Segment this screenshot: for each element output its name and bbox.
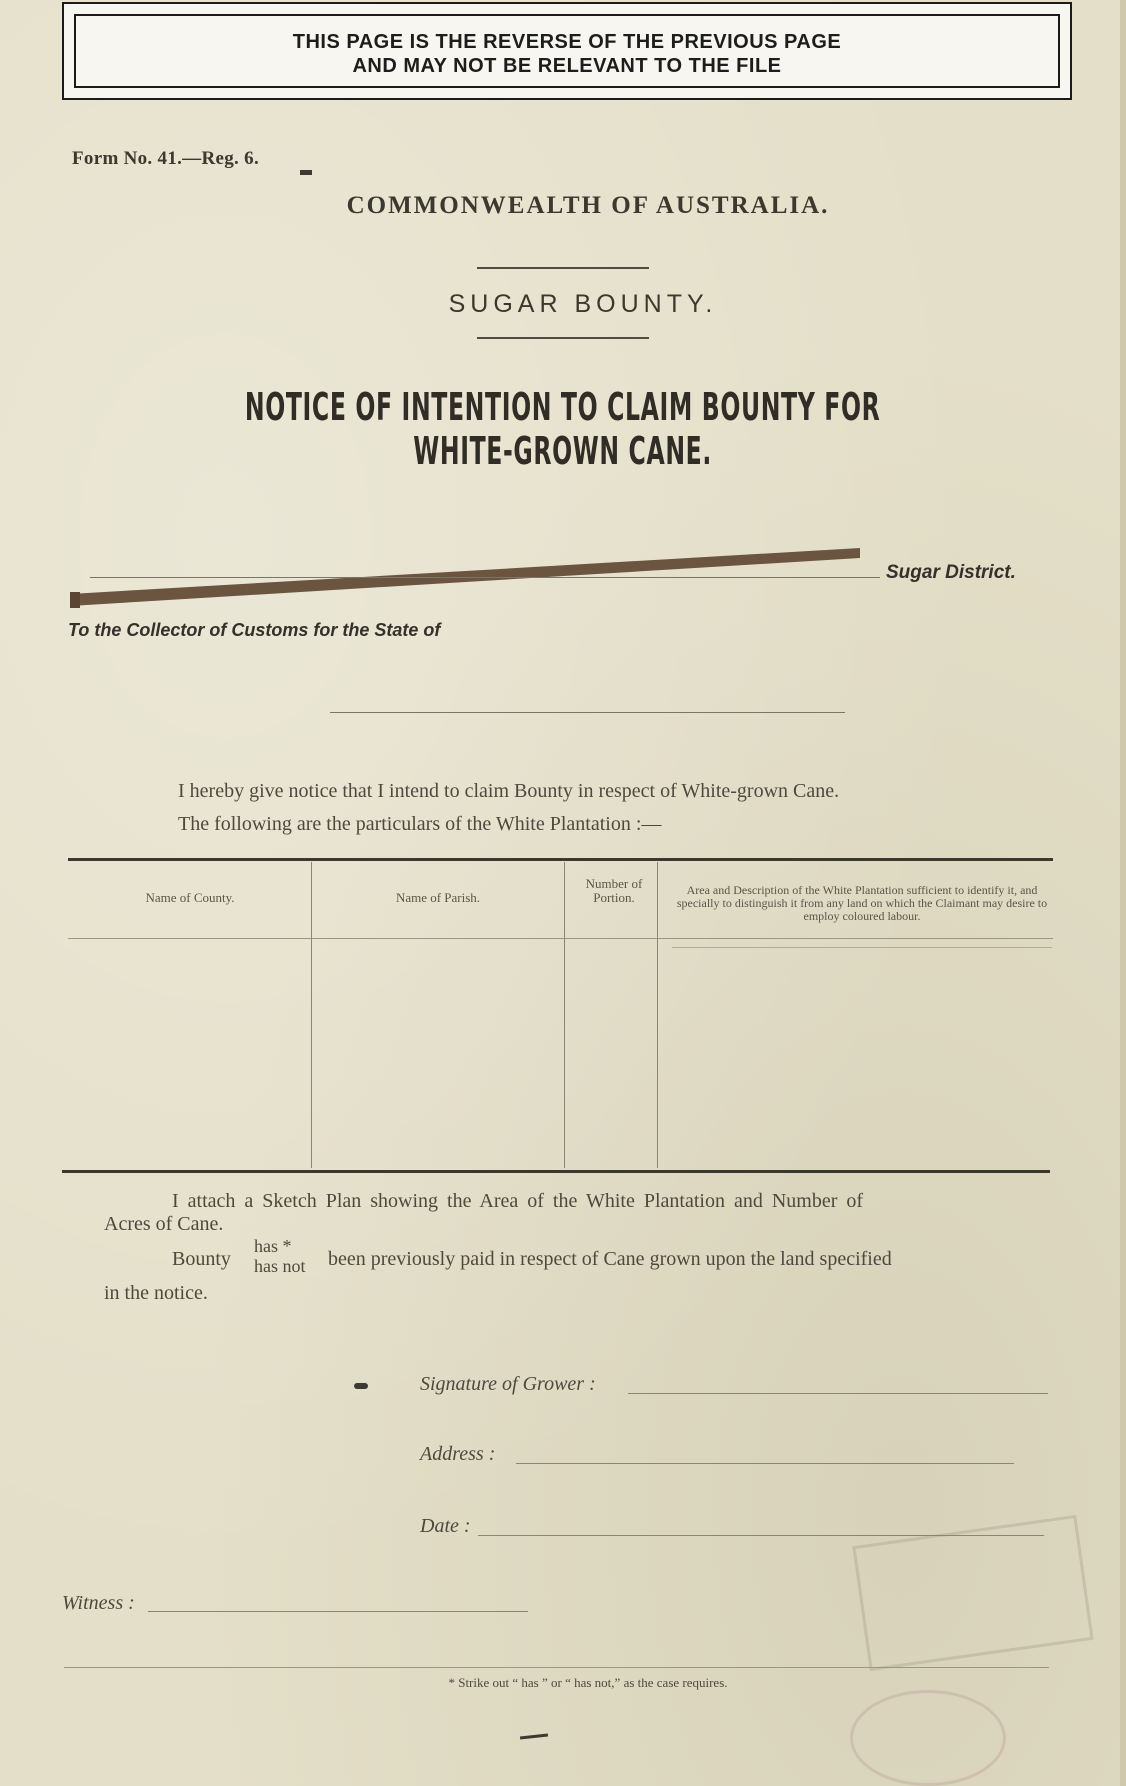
notice-title: NOTICE OF INTENTION TO CLAIM BOUNTY FOR WHITE-GROWN CANE.: [244, 385, 881, 473]
footnote-rule: [64, 1667, 1049, 1668]
collector-line: To the Collector of Customs for the State of: [68, 620, 441, 640]
sugar-district-label: Sugar District.: [886, 562, 1016, 583]
bounty-statement-text: been previously paid in respect of Cane grown upon the land specified: [328, 1248, 892, 1270]
signature-of-grower-line: [628, 1393, 1048, 1394]
address-line: [516, 1463, 1014, 1464]
column-divider: [657, 862, 658, 1168]
column-header-description: Area and Description of the White Plantation sufficient to identify it, and specially to distinguish it from any land on which the Claimant may desire to employ coloured labour.: [676, 883, 1048, 923]
witness-label: Witness :: [62, 1592, 135, 1614]
sketch-plan-statement: I attach a Sketch Plan showing the Area of the White Plantation and Number of: [172, 1190, 864, 1212]
table-row-line: [672, 947, 1052, 948]
heading-rule-bottom: [477, 337, 649, 339]
notice-line-2: AND MAY NOT BE RELEVANT TO THE FILE: [352, 55, 782, 77]
bounty-word: Bounty: [172, 1248, 231, 1270]
column-header-county: Name of County.: [145, 890, 235, 905]
reverse-page-notice: [62, 2, 1072, 100]
signature-of-grower-label: Signature of Grower :: [420, 1373, 596, 1395]
address-label: Address :: [420, 1443, 496, 1465]
faded-seal: [850, 1690, 1006, 1786]
has-option: has *: [254, 1236, 292, 1256]
witness-line: [148, 1611, 528, 1612]
sugar-bounty-heading: SUGAR BOUNTY.: [448, 290, 718, 318]
intent-statement: I hereby give notice that I intend to claim Bounty in respect of White-grown Cane.: [178, 780, 840, 802]
table-top-rule: [68, 858, 1053, 861]
ink-mark: [300, 170, 312, 175]
column-header-portion: Number of Portion.: [585, 876, 643, 905]
form-number: Form No. 41.—Reg. 6.: [72, 148, 259, 169]
ink-strike-tail: [70, 592, 80, 608]
notice-line-1: THIS PAGE IS THE REVERSE OF THE PREVIOUS PAGE: [292, 31, 842, 53]
column-header-parish: Name of Parish.: [395, 890, 481, 905]
table-header-rule: [68, 938, 1053, 939]
particulars-statement: The following are the particulars of the White Plantation :—: [178, 813, 662, 835]
commonwealth-heading: COMMONWEALTH OF AUSTRALIA.: [346, 192, 830, 219]
state-entry-line: [330, 712, 845, 713]
sketch-plan-statement-cont: Acres of Cane.: [104, 1213, 224, 1235]
page-edge: [1120, 0, 1126, 1786]
column-divider: [311, 862, 312, 1168]
district-line: [90, 577, 880, 578]
bounty-statement: [172, 1236, 1052, 1276]
ink-mark: [354, 1383, 368, 1389]
column-divider: [564, 862, 565, 1168]
footnote: * Strike out “ has ” or “ has not,” as the case requires.: [448, 1675, 728, 1690]
date-label: Date :: [420, 1515, 471, 1537]
struck-out-entry: [70, 548, 870, 618]
bounty-statement-cont: in the notice.: [104, 1282, 208, 1304]
heading-rule-top: [477, 267, 649, 269]
table-bottom-rule: [62, 1170, 1050, 1173]
reverse-page-notice-text: [74, 14, 1060, 88]
date-line: [478, 1535, 1044, 1536]
has-not-option: has not: [254, 1256, 306, 1276]
